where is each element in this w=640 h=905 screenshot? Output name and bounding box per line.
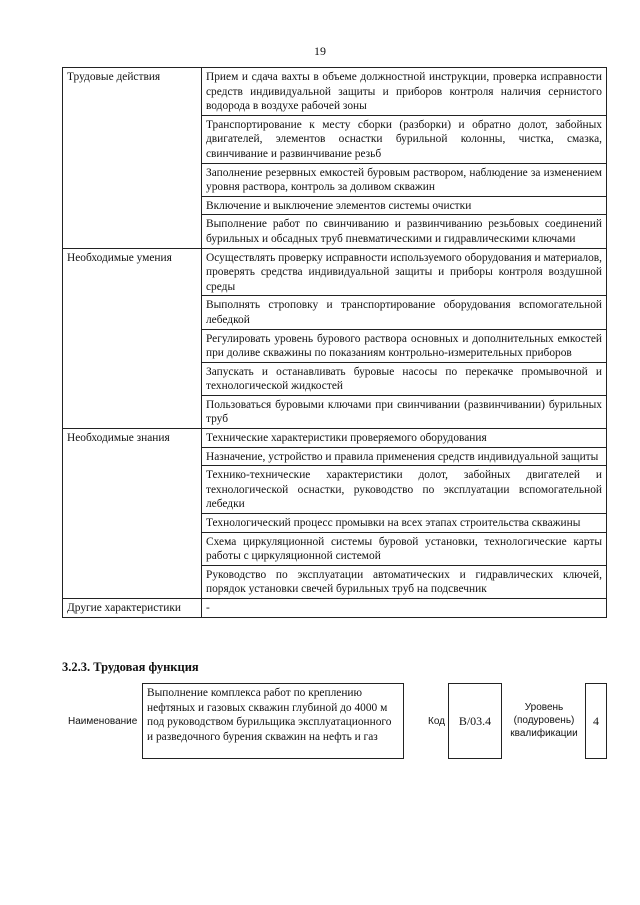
table-cell: Осуществлять проверку исправности используемого оборудования и материалов, проверять средства индивидуальной защиты и приборы контроля воздушной среды [202,248,607,296]
table-cell: Транспортирование к месту сборки (разборки) и обратно долот, забойных двигателей, элементов оснастки бурильной колонны, чистка, смазка, свинчивание и развинчивание резьб [202,115,607,163]
table-row [63,429,607,448]
table-row [63,248,607,296]
row-group-label: Другие характеристики [63,599,202,618]
table-cell: Запускать и останавливать буровые насосы по перекачке промывочной и технологической жидкостей [202,362,607,395]
row-group-label: Трудовые действия [63,68,202,249]
code-value: B/03.4 [448,683,502,759]
code-label: Код [428,716,446,727]
table-cell: Выполнение работ по свинчиванию и развинчиванию резьбовых соединений бурильных и обсадных труб пневматическими и гидравлическими ключами [202,215,607,248]
name-label: Наименование [68,716,138,727]
row-group-label: Необходимые знания [63,429,202,599]
level-label: Уровень (подуровень) квалификации [510,702,578,739]
table-cell: Выполнять строповку и транспортирование оборудования вспомогательной лебедкой [202,296,607,329]
table-cell: Руководство по эксплуатации автоматических и гидравлических ключей, порядок установки свечей бурильных труб на подсвечник [202,565,607,598]
table-cell: Схема циркуляционной системы буровой установки, технологические карты работы с циркуляционной системой [202,532,607,565]
labor-function-row [62,683,622,763]
table-cell: Технологический процесс промывки на всех этапах строительства скважины [202,514,607,533]
table-cell: Технические характеристики проверяемого оборудования [202,429,607,448]
name-value: Выполнение комплекса работ по креплению нефтяных и газовых скважин глубиной до 4000 м под руководством бурильщика эксплуатационного и разведочного бурения скважин на нефть и газ [142,683,404,759]
table-cell: Прием и сдача вахты в объеме должностной инструкции, проверка исправности средств индивидуальной защиты и приборов контроля наличия сернистого водорода в воздухе рабочей зоны [202,68,607,116]
page-number: 19 [314,44,326,58]
row-group-label: Необходимые умения [63,248,202,429]
level-value: 4 [585,683,607,759]
table-row [63,599,607,618]
table-cell: Назначение, устройство и правила применения средств индивидуальной защиты [202,447,607,466]
section-title: 3.2.3. Трудовая функция [62,660,199,674]
table-cell: Технико-технические характеристики долот, забойных двигателей и технологической оснастки, руководство по эксплуатации вспомогательной лебедки [202,466,607,514]
table-cell: Заполнение резервных емкостей буровым раствором, наблюдение за изменением уровня раствора, контроль за доливом скважин [202,163,607,196]
table-cell: Включение и выключение элементов системы очистки [202,196,607,215]
table-cell: - [202,599,607,618]
table-cell: Пользоваться буровыми ключами при свинчивании (развинчивании) бурильных труб [202,395,607,428]
table-cell: Регулировать уровень бурового раствора основных и дополнительных емкостей при доливе скважины по показаниям контрольно-измерительных приборов [202,329,607,362]
table-row [63,68,607,116]
competency-table [62,67,607,618]
